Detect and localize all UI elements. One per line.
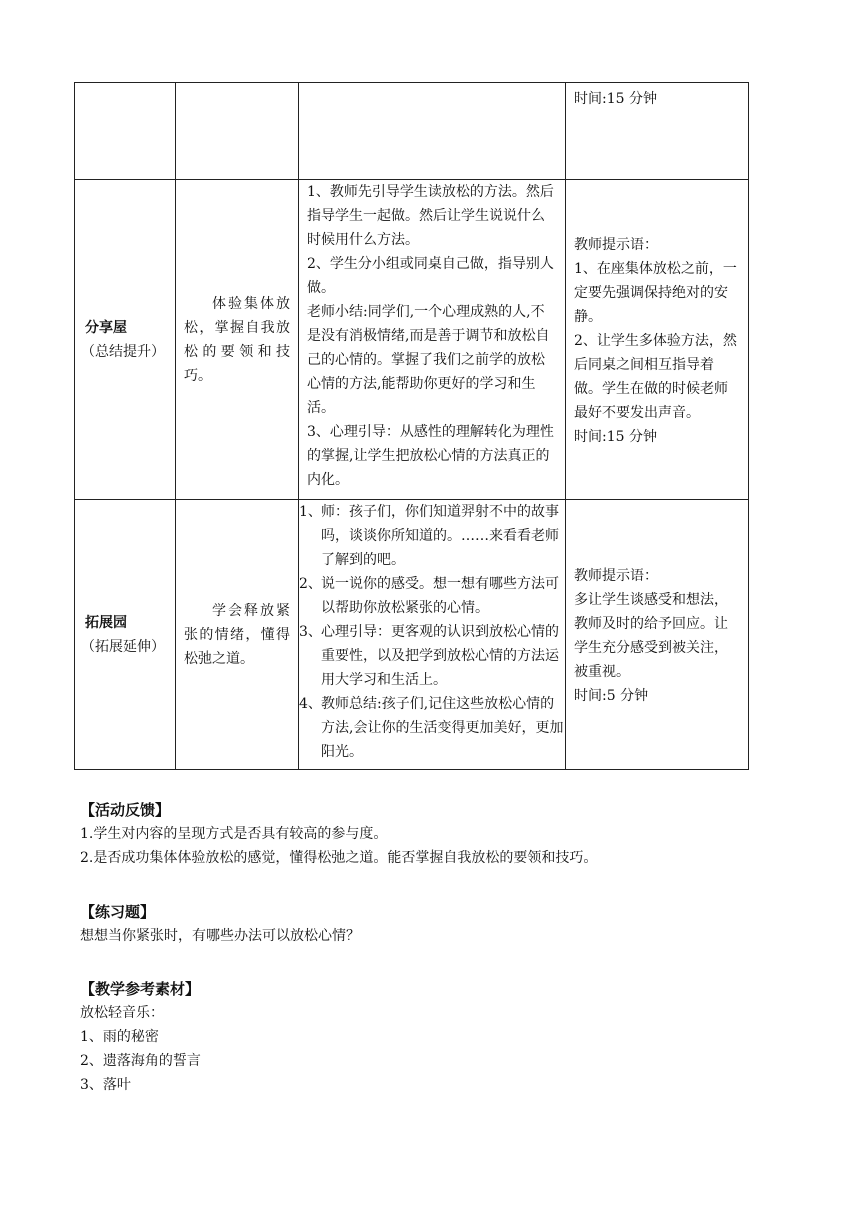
notes-item: 1、在座集体放松之前，一定要先强调保持绝对的安静。 [574,260,737,325]
exercise-section [80,900,360,948]
process-step: 3、心理引导：从感性的理解转化为理性的掌握,让学生把放松心情的方法真正的内化。 [307,424,554,488]
table-row [75,180,749,500]
notes-title: 教师提示语： [574,236,658,253]
stage-cell [75,83,176,180]
material-item: 3、落叶 [80,1077,131,1093]
process-cell [299,180,566,500]
notes-time: 时间:15 分钟 [574,91,657,107]
stage-cell [75,500,176,770]
feedback-item: 2.是否成功集体体验放松的感觉，懂得松弛之道。能否掌握自我放松的要领和技巧。 [80,850,598,866]
material-item: 2、遗落海角的誓言 [80,1053,201,1069]
exercise-text: 想想当你紧张时，有哪些办法可以放松心情？ [80,928,360,944]
goal-cell [176,180,299,500]
process-list [299,500,565,764]
notes-item: 2、让学生多体验方法，然后同桌之间相互指导着做。学生在做的时候老师最好不要发出声音。 [574,332,737,421]
stage-subtitle: （总结提升） [81,343,165,360]
lesson-plan-table [74,82,749,770]
notes-cell [566,180,749,500]
stage-name: 拓展园 [85,614,127,631]
section-title: 【活动反馈】 [80,801,171,819]
notes-cell [566,500,749,770]
feedback-section [80,798,597,870]
process-step: 老师小结:同学们,一个心理成熟的人,不是没有消极情绪,而是善于调节和放松自己的心情的。掌握了我们之前学的放松心情的方法,能帮助你更好的学习和生活。 [307,304,550,416]
materials-intro: 放松轻音乐： [80,1005,164,1021]
section-title: 【练习题】 [80,903,156,921]
feedback-item: 1.学生对内容的呈现方式是否具有较高的参与度。 [80,826,388,842]
stage-name: 分享屋 [85,319,127,336]
materials-section [80,977,201,1097]
notes-cell [566,83,749,180]
section-title: 【教学参考素材】 [80,980,201,998]
list-item: 4、 教师总结:孩子们,记住这些放松心情的方法,会让你的生活变得更加美好，更加阳光。 [299,696,564,760]
table-row [75,83,749,180]
process-step: 1、教师先引导学生读放松的方法。然后指导学生一起做。然后让学生说说什么时候用什么方法。 [307,184,554,248]
notes-time: 时间:15 分钟 [574,428,657,445]
stage-cell [75,180,176,500]
notes-time: 时间:5 分钟 [574,687,649,704]
process-cell [299,500,566,770]
process-cell [299,83,566,180]
stage-subtitle: （拓展延伸） [81,638,165,655]
process-step: 2、学生分小组或同桌自己做，指导别人做。 [307,256,554,296]
list-item: 1、 师：孩子们，你们知道羿射不中的故事吗，谈谈你所知道的。……来看看老师了解到的吧。 [299,504,559,568]
table-row [75,500,749,770]
goal-cell [176,83,299,180]
list-item: 3、 心理引导：更客观的认识到放松心情的重要性，以及把学到放松心情的方法运用大学习和生活上。 [299,624,559,688]
notes-title: 教师提示语： [574,567,658,584]
list-item: 2、 说一说你的感受。想一想有哪些方法可以帮助你放松紧张的心情。 [299,576,559,616]
notes-text: 多让学生谈感受和想法，教师及时的给予回应。让学生充分感受到被关注，被重视。 [574,591,728,680]
material-item: 1、雨的秘密 [80,1029,159,1045]
goal-text: 体验集体放松，掌握自我放松的要领和技巧。 [184,295,290,384]
goal-cell [176,500,299,770]
goal-text: 学会释放紧张的情绪，懂得松弛之道。 [184,602,290,667]
